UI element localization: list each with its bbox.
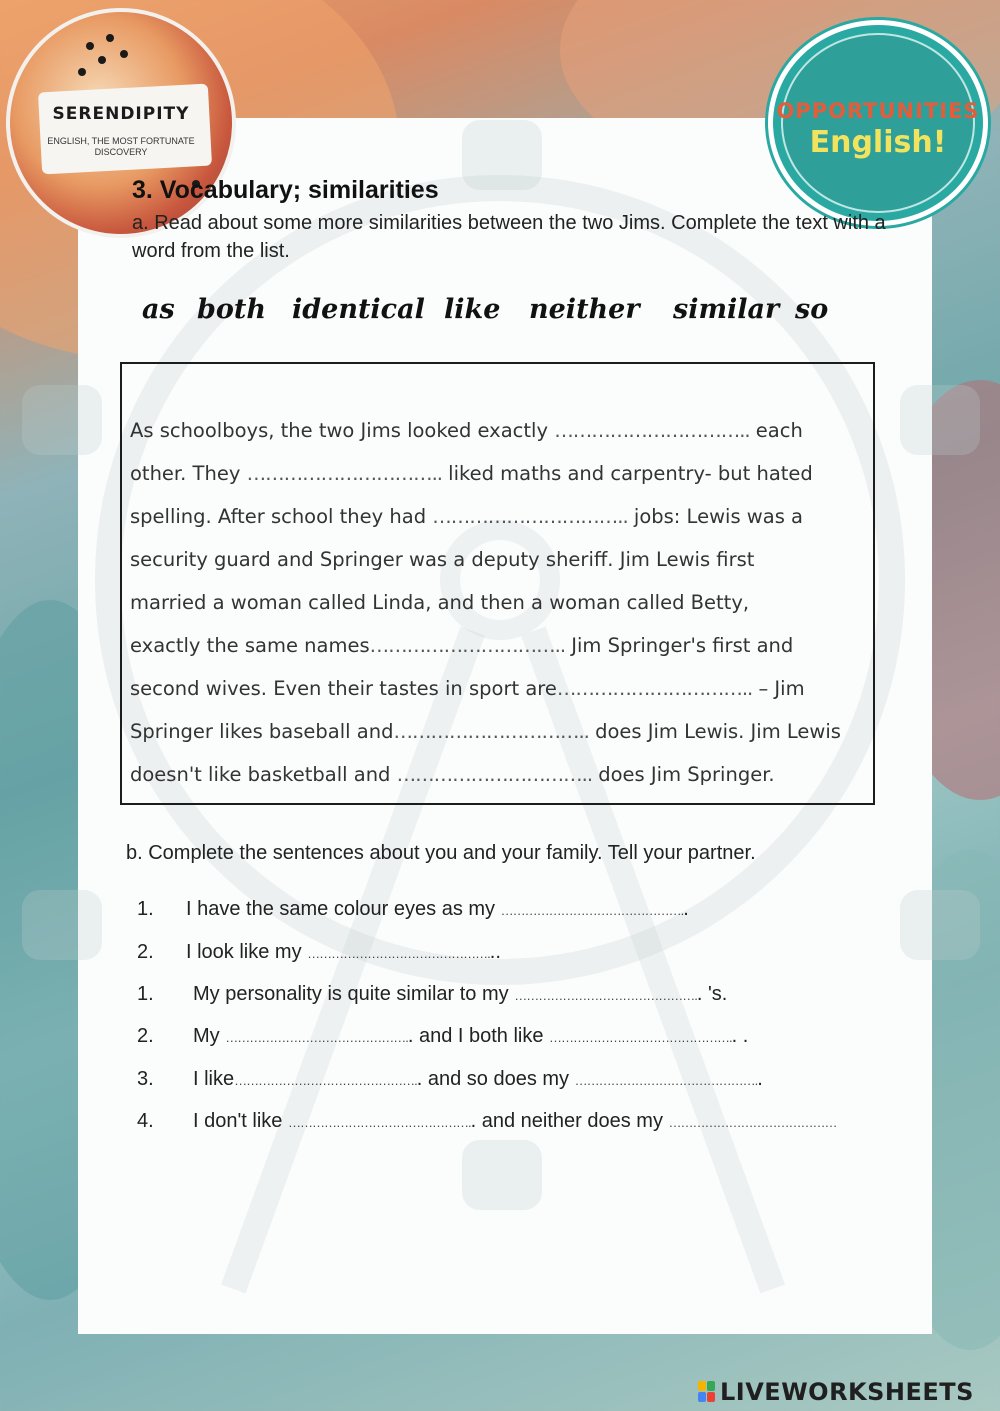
item-end: . .	[731, 1025, 749, 1047]
gap-field[interactable]: …………………………..	[369, 634, 566, 657]
logo-subtitle: ENGLISH, THE MOST FORTUNATE DISCOVERY	[47, 136, 195, 157]
word-bank-item: as	[142, 294, 175, 325]
paragraph-line	[130, 452, 870, 495]
line-text: – Jim	[752, 677, 805, 700]
liveworksheets-logo[interactable]	[698, 1378, 974, 1404]
item-mid: . and so does my	[416, 1068, 575, 1090]
paragraph-line	[130, 495, 870, 538]
logo-dot	[78, 68, 86, 76]
line-text: does Jim Lewis. Jim Lewis	[588, 720, 841, 743]
answer-field[interactable]: ……………………………………….	[287, 1115, 471, 1130]
line-text: each	[749, 419, 803, 442]
line-text: security guard and Springer was a deputy sheriff. Jim Lewis first	[130, 548, 755, 571]
item-mid: . and I both like	[407, 1025, 550, 1047]
word-bank-item: identical	[292, 294, 425, 325]
paragraph-line	[130, 409, 870, 452]
line-text: Jim Springer's first and	[565, 634, 794, 657]
item-text: My	[193, 1025, 226, 1047]
answer-field[interactable]: ……………………………………….	[307, 946, 490, 961]
line-text: married a woman called Linda, and then a woman called Betty,	[130, 591, 750, 614]
item-text-wrap	[193, 1110, 837, 1133]
line-text: jobs: Lewis was a	[627, 505, 804, 528]
item-number: 1.	[137, 898, 154, 920]
gap-field[interactable]: …………………………..	[396, 763, 593, 786]
reading-text-box	[120, 362, 875, 805]
ferris-cabin	[22, 890, 102, 960]
item-number: 4.	[137, 1110, 154, 1132]
word-bank-item: so	[795, 294, 829, 325]
item-mid: . and neither does my	[470, 1110, 669, 1132]
logo-brush-stroke	[38, 84, 212, 175]
item-number: 2.	[137, 1025, 154, 1047]
logo-title: SERENDIPITY	[52, 104, 190, 124]
item-number: 1.	[137, 983, 154, 1005]
line-text: Springer likes baseball and	[130, 720, 394, 743]
gap-field[interactable]: …………………………..	[432, 505, 628, 528]
answer-field[interactable]: ……………………………………….	[549, 1030, 732, 1045]
item-text: I don't like	[193, 1110, 288, 1132]
line-text: second wives. Even their tastes in sport are	[130, 677, 557, 700]
item-text-wrap	[186, 898, 689, 921]
line-text: does Jim Springer.	[592, 763, 775, 786]
answer-field[interactable]: ……………………………………….	[574, 1073, 758, 1088]
part-b-instructions: b. Complete the sentences about you and your family. Tell your partner.	[126, 842, 756, 864]
logo-dot	[106, 34, 114, 42]
line-text: doesn't like basketball and	[130, 763, 397, 786]
word-bank-item: neither	[529, 294, 640, 325]
answer-field[interactable]: ……………………………………….	[225, 1030, 408, 1045]
item-text: I have the same colour eyes as my	[186, 898, 501, 920]
item-end: .	[757, 1068, 763, 1090]
item-end: . 's.	[696, 983, 728, 1005]
section-heading: 3. Vocabulary; similarities	[132, 176, 439, 204]
line-text: As schoolboys, the two Jims looked exactly	[130, 419, 555, 442]
line-text: liked maths and carpentry- but hated	[441, 462, 813, 485]
ferris-cabin	[22, 385, 102, 455]
word-bank-item: like	[444, 294, 501, 325]
item-text: I like	[193, 1068, 235, 1090]
line-text: other. They	[130, 462, 247, 485]
opportunities-logo	[768, 20, 988, 226]
ferris-cabin	[900, 385, 980, 455]
liveworksheets-brand: LIVEWORKSHEETS	[720, 1378, 974, 1406]
paragraph-line	[130, 667, 870, 710]
answer-field[interactable]: ……………………………………….	[500, 903, 684, 918]
item-end: ..	[489, 941, 501, 963]
gap-field[interactable]: …………………………..	[556, 677, 753, 700]
word-bank	[0, 294, 1000, 338]
logo-line-2: English!	[809, 125, 947, 160]
item-number: 2.	[137, 941, 154, 963]
ferris-cabin	[900, 890, 980, 960]
paragraph-line	[130, 538, 870, 581]
word-bank-item: both	[197, 294, 266, 325]
logo-dot	[98, 56, 106, 64]
item-text-wrap	[186, 941, 501, 964]
gap-field[interactable]: …………………………..	[246, 462, 442, 485]
paragraph-line	[130, 710, 870, 753]
paragraph-line	[130, 581, 870, 624]
answer-field[interactable]: ……………………………………	[668, 1115, 837, 1130]
line-text: exactly the same names	[130, 634, 370, 657]
item-end: .	[683, 898, 689, 920]
item-text: I look like my	[186, 941, 308, 963]
reading-paragraph	[130, 409, 870, 796]
paragraph-line	[130, 753, 870, 796]
item-text: My personality is quite similar to my	[193, 983, 515, 1005]
logo-inner-ring	[781, 33, 975, 213]
gap-field[interactable]: …………………………..	[393, 720, 589, 743]
item-number: 3.	[137, 1068, 154, 1090]
gap-field[interactable]: …………………………..	[554, 419, 750, 442]
item-text-wrap	[193, 1025, 748, 1048]
item-text-wrap	[193, 1068, 763, 1091]
logo-line-1: OPPORTUNITIES	[776, 99, 980, 123]
section-instructions: a. Read about some more similarities between the two Jims. Complete the text with a word from the list.	[132, 212, 886, 262]
ferris-cabin	[462, 1140, 542, 1210]
line-text: spelling. After school they had	[130, 505, 433, 528]
liveworksheets-icon	[698, 1381, 716, 1403]
word-bank-item: similar	[673, 294, 780, 325]
logo-dot	[86, 42, 94, 50]
logo-dot	[120, 50, 128, 58]
paragraph-line	[130, 624, 870, 667]
ferris-cabin	[462, 120, 542, 190]
item-text-wrap	[193, 983, 727, 1006]
answer-field[interactable]: ……………………………………….	[514, 988, 697, 1003]
answer-field[interactable]: ……………………………………….	[234, 1073, 417, 1088]
